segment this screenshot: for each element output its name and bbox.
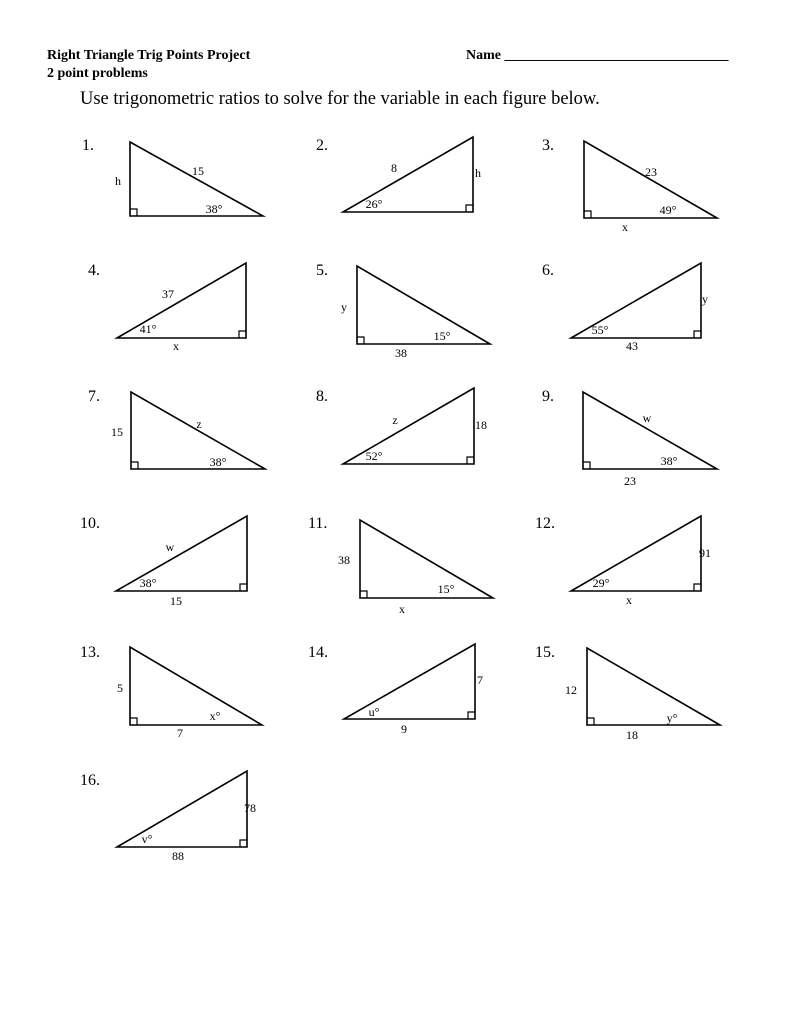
- right-angle-marker: [239, 331, 246, 338]
- triangle-label: x: [399, 602, 405, 616]
- problem-number: 3.: [542, 137, 554, 154]
- triangle-label: 8: [391, 161, 397, 175]
- problem-7: [88, 388, 265, 469]
- right-triangle: [571, 516, 701, 591]
- right-triangle: [583, 392, 717, 469]
- right-angle-marker: [131, 462, 138, 469]
- right-triangle: [571, 263, 701, 338]
- triangle-label: 5: [117, 681, 123, 695]
- triangle-label: 55°: [591, 323, 609, 337]
- triangle-label: 43: [626, 339, 638, 353]
- right-angle-marker: [584, 211, 591, 218]
- triangle-label: 15: [111, 425, 123, 439]
- triangle-label: x: [173, 339, 179, 353]
- triangle-label: x°: [209, 709, 221, 723]
- right-triangle: [116, 516, 247, 591]
- triangle-label: 78: [244, 801, 256, 815]
- right-triangle: [360, 520, 493, 598]
- problem-1: [82, 137, 263, 216]
- problem-number: 5.: [316, 262, 328, 279]
- problem-6: [542, 262, 708, 353]
- triangle-label: 18: [475, 418, 487, 432]
- right-triangle: [584, 141, 717, 218]
- right-angle-marker: [694, 331, 701, 338]
- problem-number: 16.: [80, 772, 100, 789]
- problem-10: [80, 515, 247, 608]
- triangle-label: x: [626, 593, 632, 607]
- triangle-label: 26°: [365, 197, 383, 211]
- problem-3: [542, 137, 717, 234]
- triangle-label: 15: [192, 164, 204, 178]
- triangle-label: 23: [624, 474, 636, 488]
- triangle-label: 91: [699, 546, 711, 560]
- problem-2: [316, 137, 481, 212]
- problem-12: [535, 515, 711, 607]
- triangle-label: 49°: [659, 203, 677, 217]
- instructions: Use trigonometric ratios to solve for the variable in each figure below.: [80, 89, 600, 109]
- problem-16: [80, 771, 256, 863]
- triangle-label: 38: [395, 346, 407, 360]
- problem-5: [316, 262, 490, 360]
- problem-15: [535, 644, 720, 742]
- right-angle-marker: [360, 591, 367, 598]
- triangle-label: 29°: [592, 576, 610, 590]
- problem-number: 12.: [535, 515, 555, 532]
- problem-4: [88, 262, 246, 353]
- triangle-label: 38°: [660, 454, 678, 468]
- right-angle-marker: [240, 584, 247, 591]
- right-angle-marker: [130, 718, 137, 725]
- right-triangle: [130, 647, 262, 725]
- triangle-label: 38°: [209, 455, 227, 469]
- triangle-label: u°: [368, 705, 380, 719]
- right-angle-marker: [466, 205, 473, 212]
- triangle-label: 15°: [433, 329, 451, 343]
- triangle-label: 38°: [205, 202, 223, 216]
- triangle-label: y: [702, 292, 708, 306]
- problem-number: 7.: [88, 388, 100, 405]
- triangle-label: 7: [177, 726, 183, 740]
- right-angle-marker: [694, 584, 701, 591]
- problem-8: [316, 388, 487, 464]
- triangle-label: 12: [565, 683, 577, 697]
- triangle-label: x: [622, 220, 628, 234]
- right-triangle: [344, 644, 475, 719]
- triangle-label: 7: [477, 673, 483, 687]
- right-triangle: [357, 266, 490, 344]
- worksheet-title: Right Triangle Trig Points Project: [47, 48, 251, 63]
- right-angle-marker: [240, 840, 247, 847]
- right-angle-marker: [357, 337, 364, 344]
- problem-11: [308, 515, 493, 616]
- triangle-label: z: [392, 413, 398, 427]
- problem-number: 6.: [542, 262, 554, 279]
- right-triangle: [117, 771, 247, 847]
- problem-9: [542, 388, 717, 488]
- worksheet-subtitle: 2 point problems: [47, 66, 148, 81]
- triangle-label: h: [475, 166, 481, 180]
- triangle-label: w: [165, 540, 175, 554]
- problem-number: 4.: [88, 262, 100, 279]
- triangle-label: 18: [626, 728, 638, 742]
- right-triangle: [587, 648, 720, 725]
- name-line: Name ________________________________: [466, 48, 729, 63]
- problem-number: 13.: [80, 644, 100, 661]
- triangle-label: v°: [141, 832, 153, 846]
- triangle-label: w: [642, 411, 652, 425]
- triangle-label: 38°: [139, 576, 157, 590]
- triangle-label: 41°: [139, 322, 157, 336]
- right-angle-marker: [587, 718, 594, 725]
- problem-number: 9.: [542, 388, 554, 405]
- triangle-label: h: [115, 174, 121, 188]
- right-angle-marker: [468, 712, 475, 719]
- problem-number: 2.: [316, 137, 328, 154]
- triangle-label: y: [341, 300, 347, 314]
- right-triangle: [130, 142, 263, 216]
- problem-number: 8.: [316, 388, 328, 405]
- right-triangle: [343, 388, 474, 464]
- triangle-label: z: [196, 417, 202, 431]
- triangle-label: 37: [162, 287, 174, 301]
- right-triangle: [343, 137, 473, 212]
- triangle-label: y°: [666, 711, 678, 725]
- problem-number: 10.: [80, 515, 100, 532]
- problem-14: [308, 644, 483, 736]
- triangle-label: 52°: [365, 449, 383, 463]
- problem-13: [80, 644, 262, 740]
- triangle-label: 15°: [437, 582, 455, 596]
- right-triangle: [117, 263, 246, 338]
- triangle-label: 9: [401, 722, 407, 736]
- triangle-label: 23: [645, 165, 657, 179]
- problem-number: 11.: [308, 515, 328, 532]
- triangle-label: 15: [170, 594, 182, 608]
- right-angle-marker: [583, 462, 590, 469]
- problem-number: 14.: [308, 644, 328, 661]
- right-angle-marker: [467, 457, 474, 464]
- triangle-label: 88: [172, 849, 184, 863]
- problem-number: 1.: [82, 137, 94, 154]
- problem-number: 15.: [535, 644, 555, 661]
- right-angle-marker: [130, 209, 137, 216]
- triangle-label: 38: [338, 553, 350, 567]
